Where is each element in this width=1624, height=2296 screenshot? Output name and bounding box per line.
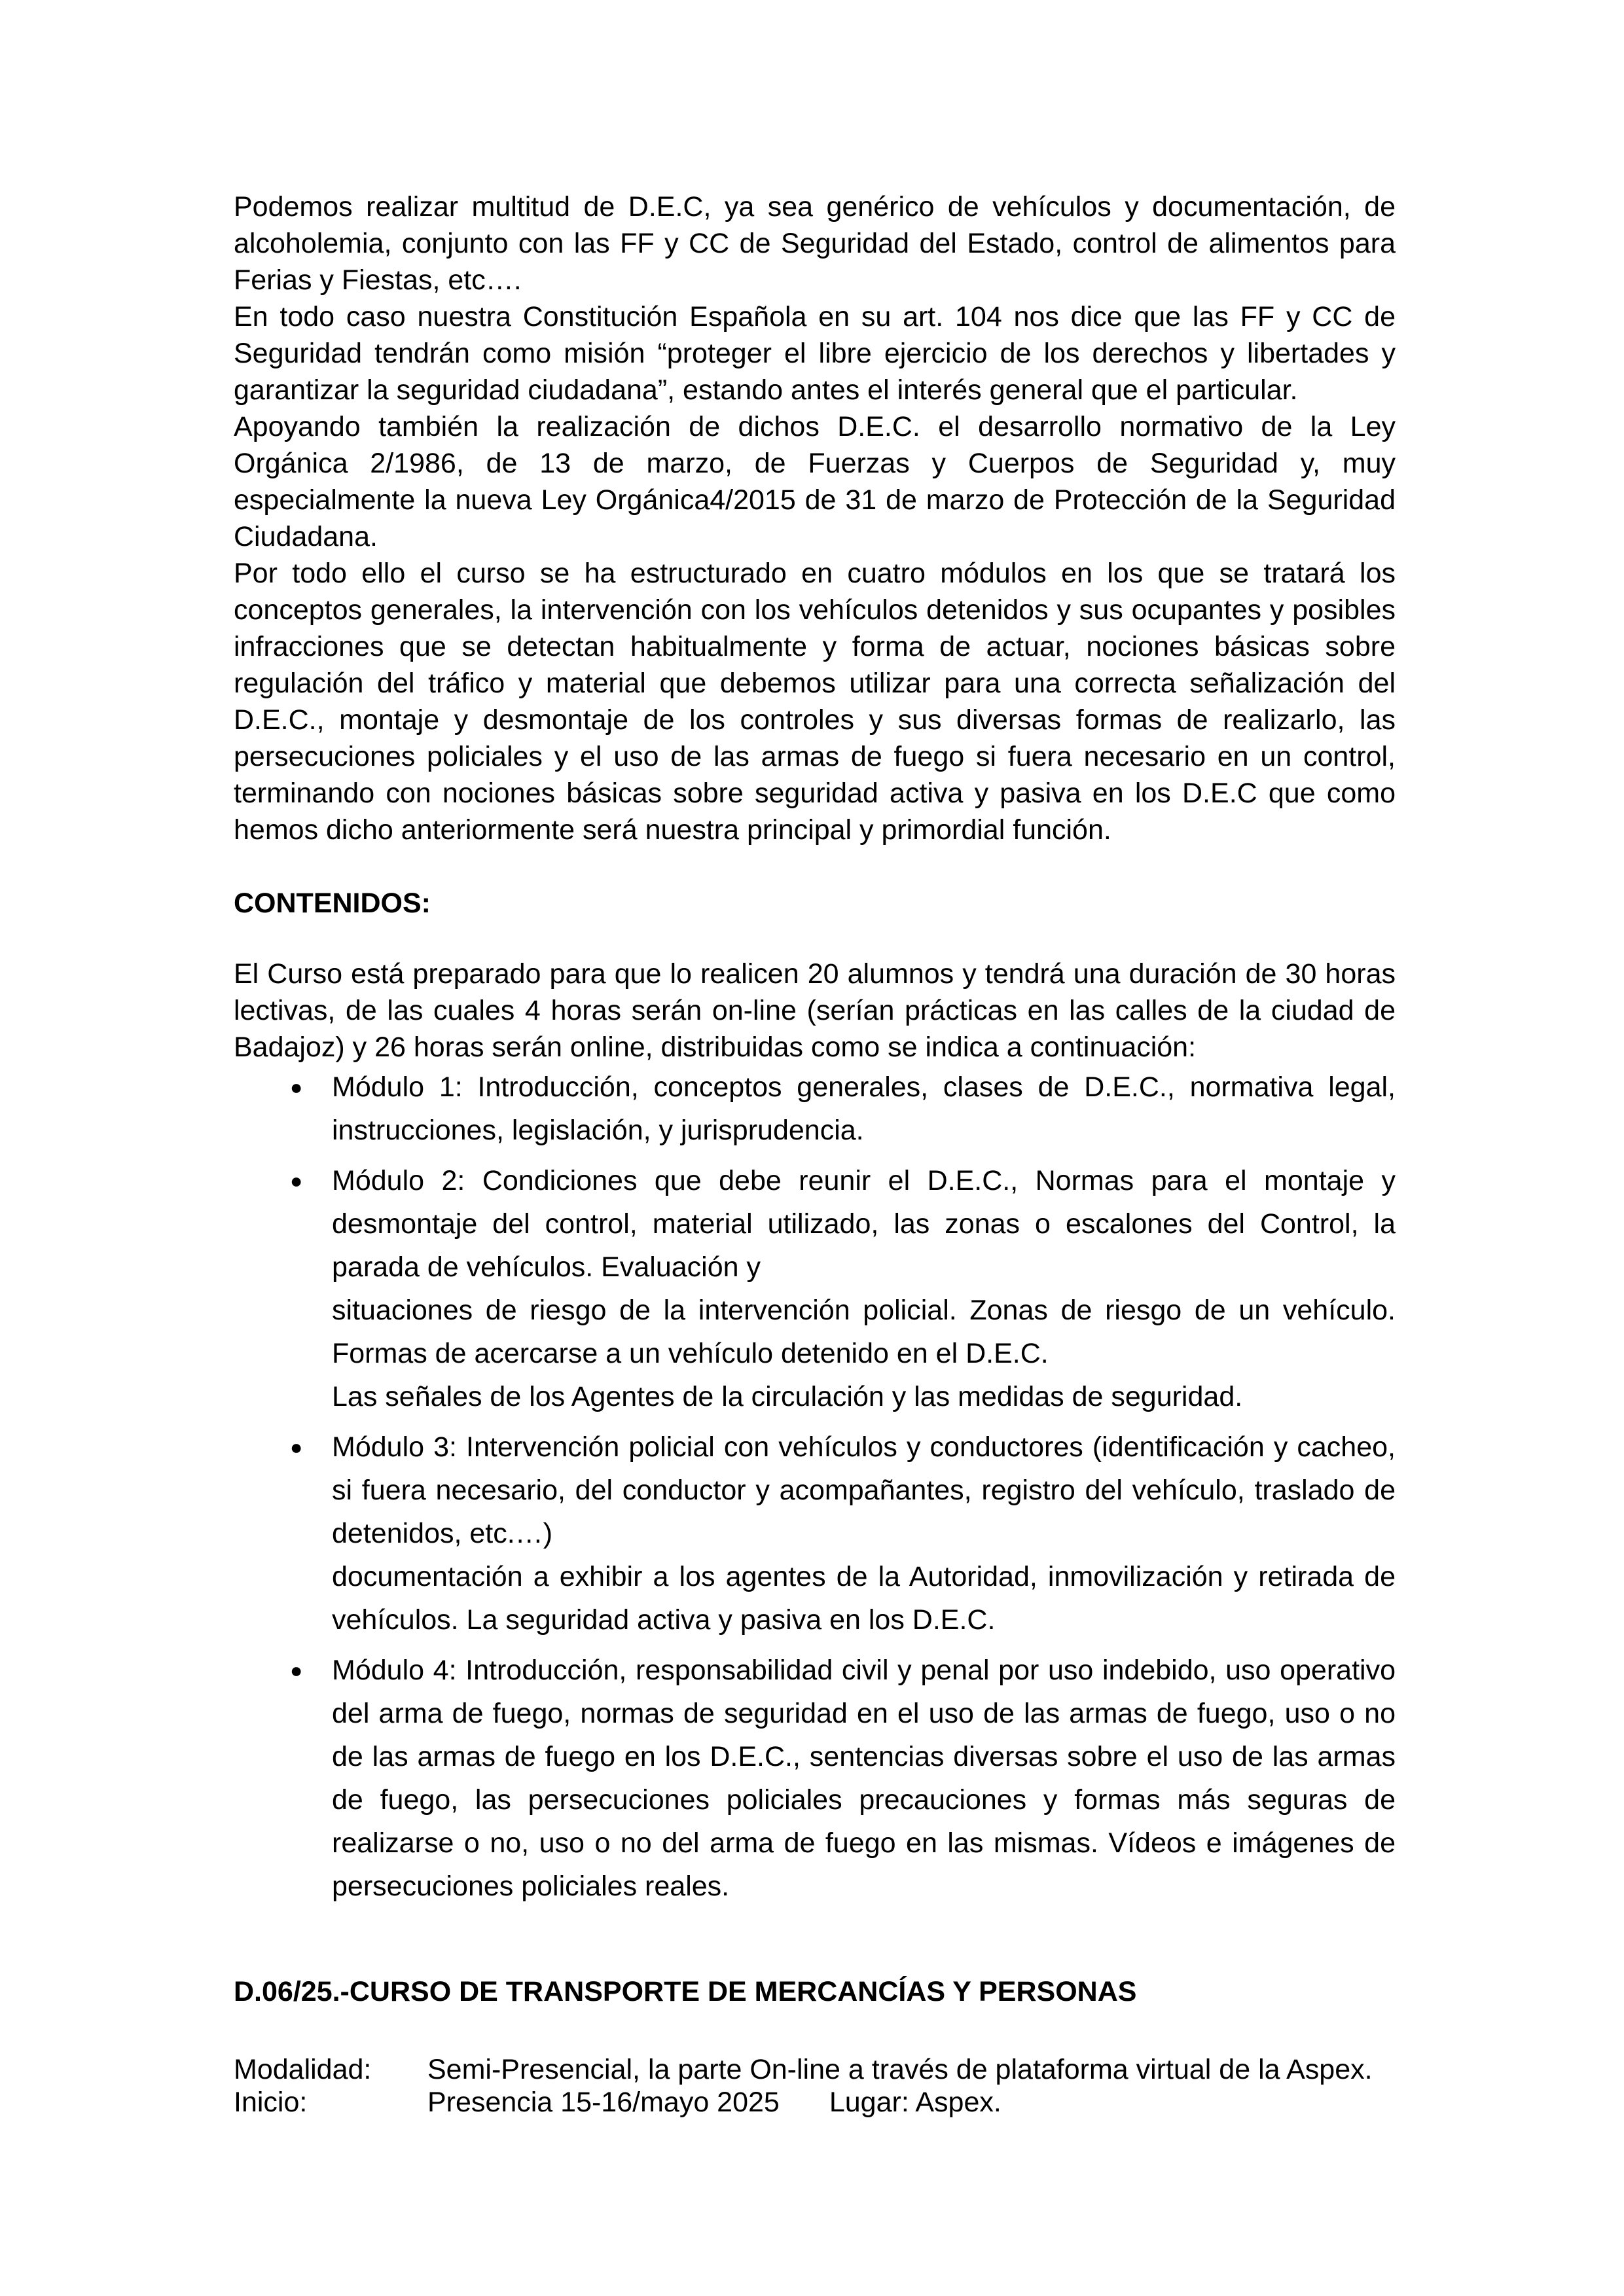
inicio-label: Inicio:	[234, 2087, 308, 2118]
modalidad-label: Modalidad:	[234, 2054, 372, 2085]
module-text: documentación a exhibir a los agentes de la Autoridad, inmovilización y retirada de vehículos. La seguridad activa y pasiva en los D.E.C.	[332, 1561, 1396, 1636]
module-text: Módulo 3: Intervención policial con vehículos y conductores (identificación y cacheo, si fuera necesario, del conductor y acompañantes, registro del vehículo, traslado de detenidos, etc.…)	[332, 1431, 1396, 1549]
list-item-module-1	[234, 1066, 1396, 1152]
list-item-module-3	[234, 1426, 1396, 1641]
intro-paragraph: Apoyando también la realización de dichos D.E.C. el desarrollo normativo de la Ley Orgánica 2/1986, de 13 de marzo, de Fuerzas y Cuerpos de Seguridad y, muy especialmente la nueva Ley Orgánica4/2015 de 31 de marzo de Protección de la Seguridad Ciudadana.	[234, 411, 1396, 552]
inicio-row	[234, 2086, 1396, 2119]
module-text: Las señales de los Agentes de la circulación y las medidas de seguridad.	[332, 1381, 1243, 1412]
bullet-icon: ●	[290, 1169, 303, 1193]
modalidad-value: Semi-Presencial, la parte On-line a través de plataforma virtual de la Aspex.	[427, 2054, 1373, 2085]
intro-paragraph: Podemos realizar multitud de D.E.C, ya sea genérico de vehículos y documentación, de alcoholemia, conjunto con las FF y CC de Seguridad del Estado, control de alimentos para Ferias y Fiestas, etc….	[234, 191, 1396, 296]
contenidos-heading: CONTENIDOS:	[234, 888, 431, 919]
lugar-value: Lugar: Aspex.	[829, 2087, 1001, 2118]
module-list	[234, 1066, 1396, 1908]
list-item-module-2	[234, 1159, 1396, 1418]
inicio-value: Presencia 15-16/mayo 2025	[427, 2087, 780, 2118]
bullet-icon: ●	[290, 1435, 303, 1459]
bullet-icon: ●	[290, 1659, 303, 1682]
contenidos-intro: El Curso está preparado para que lo realicen 20 alumnos y tendrá una duración de 30 horas lectivas, de las cuales 4 horas serán on-line (serían prácticas en las calles de la ciudad de Badajoz) y 26 horas serán online, distribuidas como se indica a continuación:	[234, 958, 1396, 1063]
intro-section	[234, 188, 1396, 848]
intro-paragraph: En todo caso nuestra Constitución Española en su art. 104 nos dice que las FF y CC de Seguridad tendrán como misión “proteger el libre ejercicio de los derechos y libertades y garantizar la seguridad ciudadana”, estando antes el interés general que el particular.	[234, 301, 1396, 406]
modalidad-row	[234, 2053, 1396, 2086]
bullet-icon: ●	[290, 1075, 303, 1099]
module-text: Módulo 1: Introducción, conceptos generales, clases de D.E.C., normativa legal, instrucciones, legislación, y jurisprudencia.	[332, 1071, 1396, 1146]
module-text: Módulo 2: Condiciones que debe reunir el D.E.C., Normas para el montaje y desmontaje del control, material utilizado, las zonas o escalones del Control, la parada de vehículos. Evaluación y	[332, 1165, 1396, 1283]
course-title: D.06/25.-CURSO DE TRANSPORTE DE MERCANCÍAS Y PERSONAS	[234, 1976, 1137, 2007]
list-item-module-4	[234, 1649, 1396, 1908]
intro-paragraph: Por todo ello el curso se ha estructurado en cuatro módulos en los que se tratará los conceptos generales, la intervención con los vehículos detenidos y sus ocupantes y posibles infracciones que se detectan habitualmente y forma de actuar, nociones básicas sobre regulación del tráfico y material que debemos utilizar para una correcta señalización del D.E.C., montaje y desmontaje de los controles y sus diversas formas de realizarlo, las persecuciones policiales y el uso de las armas de fuego si fuera necesario en un control, terminando con nociones básicas sobre seguridad activa y pasiva en los D.E.C que como hemos dicho anteriormente será nuestra principal y primordial función.	[234, 558, 1396, 846]
course-info	[234, 2053, 1396, 2119]
module-text: Módulo 4: Introducción, responsabilidad civil y penal por uso indebido, uso operativo del arma de fuego, normas de seguridad en el uso de las armas de fuego, uso o no de las armas de fuego en los D.E.C., sentencias diversas sobre el uso de las armas de fuego, las persecuciones policiales precauciones y formas más seguras de realizarse o no, uso o no del arma de fuego en las mismas. Vídeos e imágenes de persecuciones policiales reales.	[332, 1655, 1396, 1902]
document-page	[234, 188, 1396, 2119]
module-text: situaciones de riesgo de la intervención policial. Zonas de riesgo de un vehículo. Formas de acercarse a un vehículo detenido en el D.E.C.	[332, 1295, 1396, 1369]
